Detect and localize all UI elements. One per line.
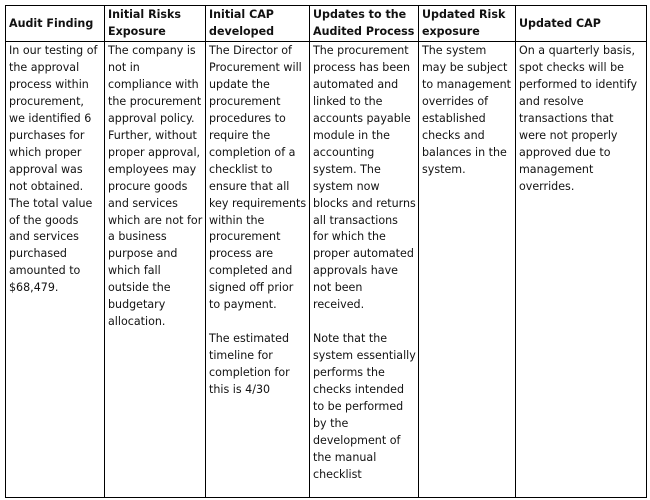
cell-updated-cap: On a quarterly basis, spot checks will be performed to identify and resolve transactions that were not properly approved due to management overrides.: [516, 42, 647, 498]
cell-initial-cap: [206, 42, 310, 498]
header-updated-cap: Updated CAP: [516, 6, 647, 42]
header-audit-finding: Audit Finding: [6, 6, 105, 42]
updates-paragraph-1: The procurement process has been automated and linked to the accounts payable module in the accounting system. The system now blocks and returns all transactions for which the proper automated approvals have not been received.: [313, 44, 416, 312]
header-row: [6, 6, 647, 42]
header-initial-risks-exposure: Initial Risks Exposure: [105, 6, 206, 42]
cell-updates-process: [310, 42, 419, 498]
audit-cap-table: [5, 5, 647, 498]
cell-initial-risk: The company is not in compliance with the procurement approval policy. Further, without proper approval, employees may procure goods and services which are not for a business purpose and which fall outside the budgetary allocation.: [105, 42, 206, 498]
paragraph-spacer: [313, 314, 416, 331]
initial-cap-paragraph-2: The estimated timeline for completion for this is 4/30: [209, 332, 290, 397]
header-updated-risk-exposure: Updated Risk exposure: [419, 6, 516, 42]
header-initial-cap-developed: Initial CAP developed: [206, 6, 310, 42]
cell-updated-risk: The system may be subject to management overrides of established checks and balances in the system.: [419, 42, 516, 498]
updates-paragraph-2: Note that the system essentially performs the checks intended to be performed by the development of the manual checklist: [313, 332, 416, 481]
header-updates-audited-process: Updates to the Audited Process: [310, 6, 419, 42]
paragraph-spacer: [209, 314, 307, 331]
table-row: [6, 42, 647, 498]
cell-audit-finding: In our testing of the approval process within procurement, we identified 6 purchases for which proper approval was not obtained. The total value of the goods and services purchased amounted to $68,479.: [6, 42, 105, 498]
initial-cap-paragraph-1: The Director of Procurement will update the procurement procedures to require the completion of a checklist to ensure that all key requirements within the procurement process are completed and signed off prior to payment.: [209, 44, 307, 312]
